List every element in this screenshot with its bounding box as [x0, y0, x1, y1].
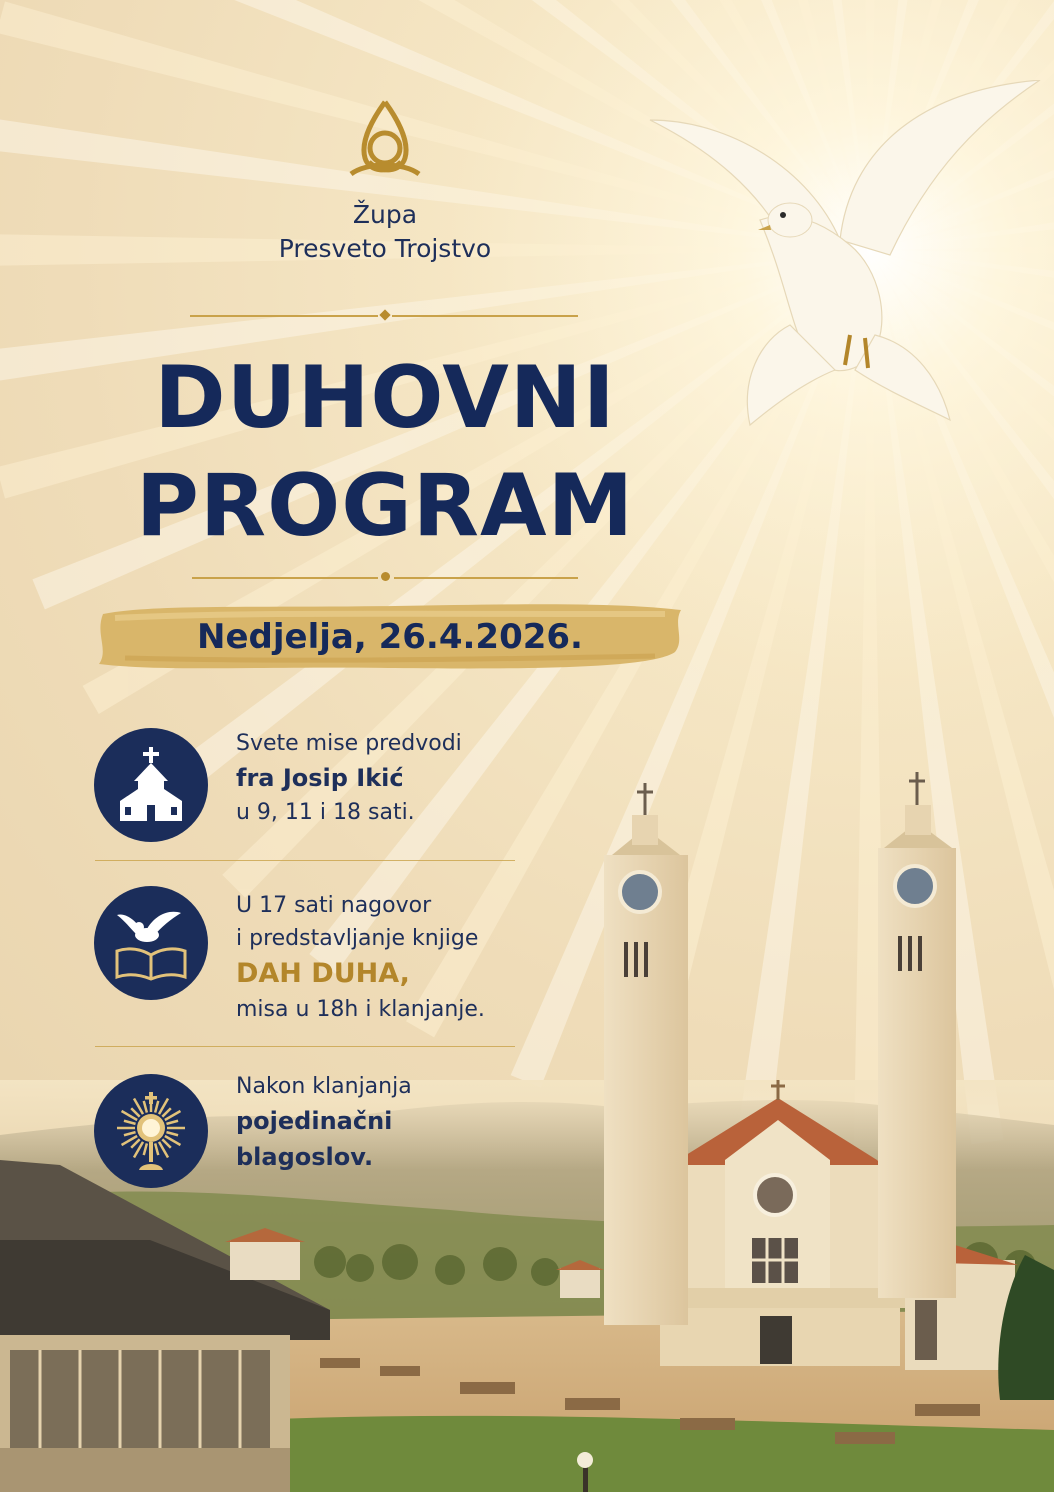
item-2-line-2: i predstavljanje knjige — [236, 926, 479, 951]
trinity-knot-icon — [343, 96, 427, 184]
monstrance-ray — [162, 1139, 170, 1147]
item-1-line-1: Svete mise predvodi — [236, 731, 462, 756]
program-separator-1 — [95, 860, 515, 861]
item-3-line-2: pojedinačni — [236, 1107, 393, 1135]
dove-book-icon — [111, 903, 191, 983]
monstrance-ray — [166, 1121, 178, 1124]
monstrance-ray — [124, 1121, 136, 1124]
top-divider — [190, 315, 378, 317]
monstrance-ray — [162, 1108, 170, 1116]
parish-name-line1: Župa — [352, 200, 418, 229]
program-icon-badge-2 — [94, 886, 208, 1000]
title-line2: PROGRAM — [135, 456, 635, 556]
top-divider-right — [392, 315, 578, 317]
parish-name-line2: Presveto Trojstvo — [278, 234, 492, 263]
item-3-line-1: Nakon klanjanja — [236, 1074, 412, 1099]
dove-illustration — [640, 80, 1050, 460]
title-line1: DUHOVNI — [154, 348, 616, 448]
monstrance-ray — [155, 1143, 158, 1155]
monstrance-ray — [131, 1108, 139, 1116]
program-icon-badge-3 — [94, 1074, 208, 1188]
item-2-line-1: U 17 sati nagovor — [236, 893, 432, 918]
program-item-1 — [236, 727, 462, 829]
item-1-line-3: u 9, 11 i 18 sati. — [236, 800, 415, 825]
program-item-3 — [236, 1070, 412, 1175]
program-item-2 — [236, 889, 485, 1026]
monstrance-ray — [155, 1101, 158, 1113]
monstrance-ray — [124, 1132, 136, 1135]
program-icon-badge-1 — [94, 728, 208, 842]
book-title: DAH DUHA, — [236, 958, 410, 989]
monstrance-ray — [166, 1132, 178, 1135]
item-2-line-4: misa u 18h i klanjanje. — [236, 997, 485, 1022]
divider-dot-icon — [381, 572, 390, 581]
event-date: Nedjelja, 26.4.2026. — [197, 617, 583, 657]
monstrance-icon — [111, 1088, 191, 1174]
bottom-divider-right — [394, 577, 578, 579]
church-icon — [116, 745, 186, 825]
monstrance-ray — [131, 1139, 139, 1147]
monstrance-ray — [144, 1101, 147, 1113]
program-separator-2 — [95, 1046, 515, 1047]
parish-header — [180, 96, 590, 266]
bottom-divider — [192, 577, 378, 579]
monstrance-ray — [144, 1143, 147, 1155]
item-1-line-2: fra Josip Ikić — [236, 764, 404, 792]
item-3-line-3: blagoslov. — [236, 1143, 374, 1171]
